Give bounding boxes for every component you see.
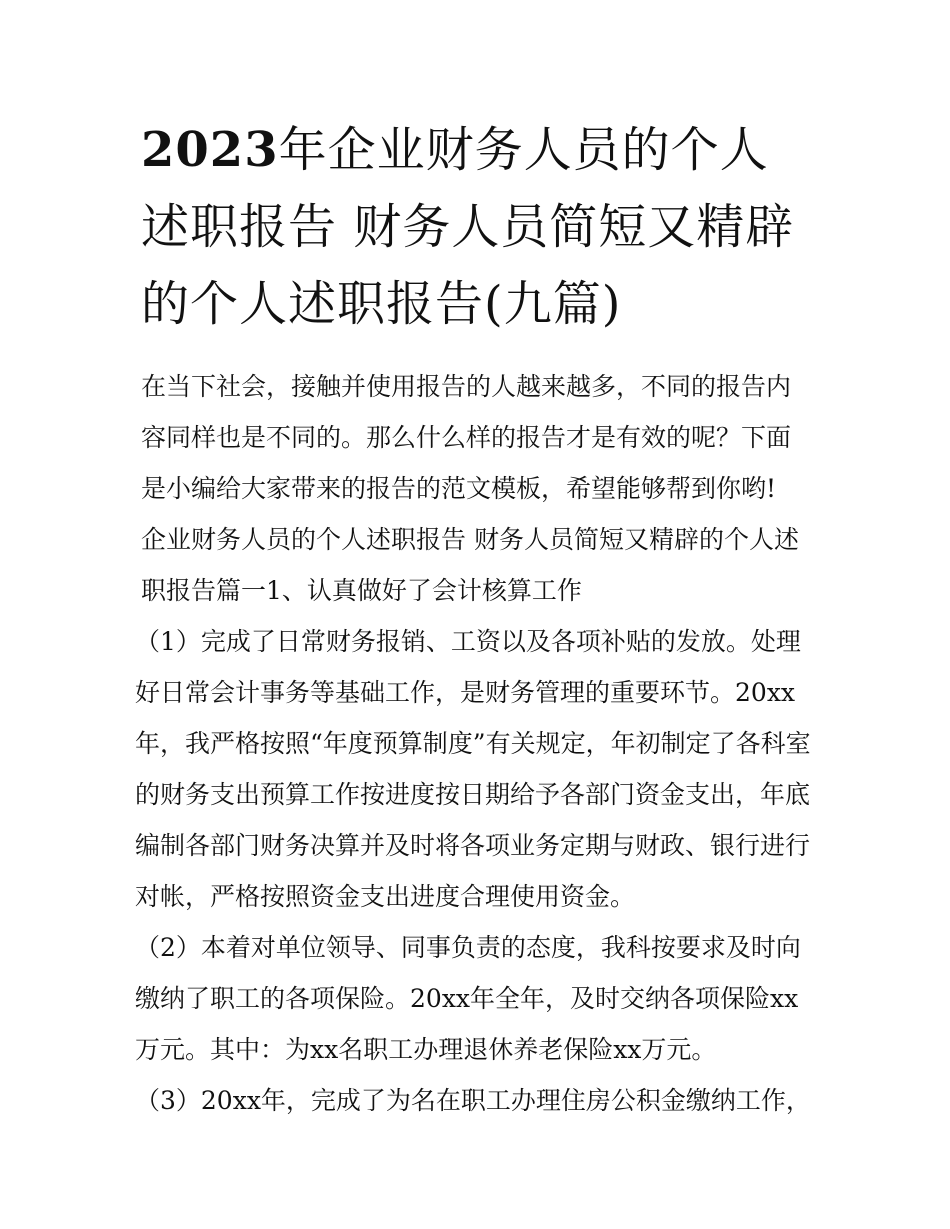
title-year: 2023: [141, 122, 279, 178]
document-body: [135, 361, 813, 1126]
item-1-paragraph: （1）完成了日常财务报销、工资以及各项补贴的发放。处理好日常会计事务等基础工作，是财务管理的重要环节。20xx年，我严格按照“年度预算制度”有关规定，年初制定了各科室的财务支出预算工作按进度按日期给予各部门资金支出，年底编制各部门财务决算并及时将各项业务定期与财政、银行进行对帐，严格按照资金支出进度合理使用资金。: [135, 627, 811, 911]
section-heading: 企业财务人员的个人述职报告 财务人员简短又精辟的个人述职报告篇一1、认真做好了会计核算工作: [141, 525, 799, 605]
item-3-paragraph: （3）20xx年，完成了为名在职工办理住房公积金缴纳工作，: [135, 1086, 811, 1115]
intro-paragraph: 在当下社会，接触并使用报告的人越来越多，不同的报告内容同样也是不同的。那么什么样的报告才是有效的呢？下面是小编给大家带来的报告的范文模板，希望能够帮到你哟!: [141, 372, 792, 503]
document-page: [135, 112, 813, 1126]
title-text: 年企业财务人员的个人述职报告 财务人员简短又精辟的个人述职报告(九篇): [141, 122, 795, 332]
document-title: [141, 112, 813, 343]
item-2-paragraph: （2）本着对单位领导、同事负责的态度，我科按要求及时向缴纳了职工的各项保险。20xx年全年，及时交纳各项保险xx万元。其中：为xx名职工办理退休养老保险xx万元。: [135, 933, 801, 1064]
